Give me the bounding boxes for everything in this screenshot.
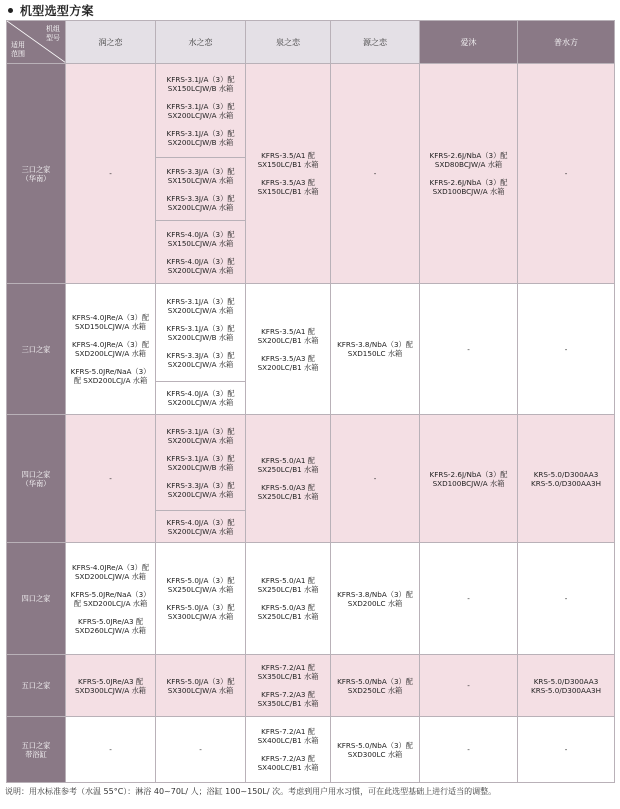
cell-pushuifang [518,543,615,655]
cell-shuizhilian [156,284,246,382]
corner-top-line1: 机组 [46,25,60,33]
model-config: KRS-5.0/D300AA3 KRS-5.0/D300AA3H [531,676,601,695]
model-config: - [467,344,470,354]
corner-top-label [46,25,60,43]
model-config: KFRS-5.0J/A（3）配 SX300LCJW/A 水箱 [166,603,235,621]
table-body [7,64,615,783]
corner-top-line2: 型号 [46,34,60,42]
model-config: - [109,745,112,754]
model-config: - [467,594,470,603]
model-config: - [564,344,568,354]
cell-quanzhilian [246,717,331,783]
cell-yuanzhilian [331,543,420,655]
model-config: KFRS-5.0/A3 配 SX250LC/B1 水箱 [257,483,319,501]
model-config: KFRS-7.2/A1 配 SX400LC/B1 水箱 [257,727,319,745]
model-config: KFRS-7.2/A1 配 SX350LC/B1 水箱 [257,663,319,681]
table-row [7,717,615,783]
row-header: 四口之家 （华南） [7,415,66,543]
model-config: KFRS-2.6J/NbA（3）配 SXD100BCJW/A 水箱 [429,178,508,196]
column-header-yuanzhilian: 源之恋 [331,21,420,64]
table-row [7,64,615,158]
table-header-row [7,21,615,64]
model-config: KFRS-3.1J/A（3）配 SX200LCJW/B 水箱 [166,323,235,342]
model-config: KFRS-4.0J/A（3）配 SX200LCJW/A 水箱 [166,256,235,275]
model-config: - [109,169,112,178]
corner-bottom-line1: 适用 [11,41,25,49]
model-config: KFRS-3.1J/A（3）配 SX150LCJW/B 水箱 [166,74,235,93]
cell-shuizhilian [156,415,246,511]
cell-shuizhilian [156,158,246,221]
model-config: KFRS-3.8/NbA（3）配 SXD200LC 水箱 [337,589,413,608]
cell-shuizhilian [156,543,246,655]
model-config: - [199,745,202,754]
bullet-icon [8,8,13,13]
model-config: KFRS-2.6J/NbA（3）配 SXD100BCJW/A 水箱 [429,469,508,488]
model-config: - [564,745,568,754]
cell-yuanzhilian [331,64,420,284]
model-config: KFRS-3.3J/A（3）配 SX200LCJW/A 水箱 [166,480,235,499]
model-config: KFRS-3.3J/A（3）配 SX200LCJW/A 水箱 [166,350,235,369]
section-title-text: 机型选型方案 [20,3,94,18]
cell-aimu [420,543,518,655]
cell-yuanzhilian [331,415,420,543]
table-row [7,655,615,717]
table-row [7,284,615,382]
column-header-quanzhilian: 泉之恋 [246,21,331,64]
column-header-aimu: 爱沐 [420,21,518,64]
model-config: KFRS-4.0J/A（3）配 SX200LCJW/A 水箱 [166,389,235,407]
cell-shuizhilian [156,655,246,717]
cell-aimu [420,717,518,783]
row-header: 三口之家 （华南） [7,64,66,284]
row-header: 三口之家 [7,284,66,415]
model-config: KFRS-3.1J/A（3）配 SX200LCJW/A 水箱 [166,426,235,445]
model-config: - [373,474,377,483]
corner-header [7,21,66,64]
column-header-pushuifang: 普水方 [518,21,615,64]
model-config: - [467,681,470,690]
cell-pushuifang [518,655,615,717]
model-config: KFRS-3.5/A1 配 SX150LC/B1 水箱 [257,151,319,169]
model-config: KFRS-5.0/NbA（3）配 SXD300LC 水箱 [337,740,413,759]
column-header-runzhilian: 润之恋 [66,21,156,64]
cell-quanzhilian [246,284,331,415]
model-config: KFRS-5.0J/A（3）配 SX250LCJW/A 水箱 [166,576,235,594]
corner-bottom-line2: 范围 [11,50,25,58]
corner-bottom-label [11,41,25,59]
model-config: KFRS-3.3J/A（3）配 SX150LCJW/A 水箱 [166,166,235,185]
cell-quanzhilian [246,655,331,717]
model-config: KFRS-5.0/A1 配 SX250LC/B1 水箱 [257,576,319,594]
cell-shuizhilian [156,382,246,415]
model-config: KFRS-3.5/A3 配 SX150LC/B1 水箱 [257,178,319,196]
cell-aimu [420,655,518,717]
cell-aimu [420,64,518,284]
cell-runzhilian [66,543,156,655]
model-config: - [564,594,568,603]
cell-shuizhilian [156,64,246,158]
cell-pushuifang [518,64,615,284]
model-config: KFRS-7.2/A3 配 SX350LC/B1 水箱 [257,690,319,708]
model-config: KFRS-5.0/A3 配 SX250LC/B1 水箱 [257,603,319,621]
cell-yuanzhilian [331,284,420,415]
model-config: KFRS-4.0J/A（3）配 SX150LCJW/A 水箱 [166,229,235,248]
cell-aimu [420,415,518,543]
model-config: KFRS-5.0JRe/A3 配 SXD300LCJW/A 水箱 [75,676,146,695]
model-config: - [109,474,112,483]
cell-aimu [420,284,518,415]
model-config: KFRS-5.0J/A（3）配 SX300LCJW/A 水箱 [166,676,235,695]
model-config: KFRS-3.8/NbA（3）配 SXD150LC 水箱 [337,340,413,358]
model-config: KFRS-5.0/NbA（3）配 SXD250LC 水箱 [337,676,413,695]
model-config: KFRS-3.3J/A（3）配 SX200LCJW/A 水箱 [166,193,235,212]
model-config: KRS-5.0/D300AA3 KRS-5.0/D300AA3H [531,469,601,488]
cell-shuizhilian [156,511,246,543]
cell-yuanzhilian [331,717,420,783]
cell-quanzhilian [246,64,331,284]
cell-runzhilian [66,64,156,284]
model-config: - [564,169,568,178]
table-row [7,543,615,655]
cell-runzhilian [66,655,156,717]
cell-shuizhilian [156,221,246,284]
model-config: KFRS-4.0J/A（3）配 SX200LCJW/A 水箱 [166,517,235,536]
model-config: KFRS-4.0JRe/A（3）配 SXD200LCJW/A 水箱 [71,340,150,358]
model-config: KFRS-3.1J/A（3）配 SX200LCJW/A 水箱 [166,101,235,120]
model-config: - [467,745,470,754]
row-header: 五口之家 [7,655,66,717]
column-header-shuizhilian: 水之恋 [156,21,246,64]
model-config: KFRS-3.1J/A（3）配 SX200LCJW/B 水箱 [166,128,235,147]
model-config: KFRS-5.0JRe/A3 配 SXD260LCJW/A 水箱 [75,616,146,635]
table-row [7,415,615,511]
model-config: KFRS-3.5/A3 配 SX200LC/B1 水箱 [257,353,319,372]
model-config: KFRS-3.1J/A（3）配 SX200LCJW/A 水箱 [166,296,235,315]
cell-quanzhilian [246,415,331,543]
cell-pushuifang [518,717,615,783]
footnote: 说明：用水标准参考（水温 55°C）：淋浴 40~70L/ 人；浴缸 100~150L/ 次。考虑到用户用水习惯，可在此选型基础上进行适当的调整。 [5,787,497,796]
model-config: KFRS-3.5/A1 配 SX200LC/B1 水箱 [257,326,319,345]
cell-runzhilian [66,284,156,415]
section-title [4,2,94,18]
selection-table [6,20,615,783]
model-config: KFRS-2.6J/NbA（3）配 SXD80BCJW/A 水箱 [429,151,508,169]
cell-yuanzhilian [331,655,420,717]
cell-runzhilian [66,717,156,783]
model-config: KFRS-7.2/A3 配 SX400LC/B1 水箱 [257,754,319,772]
model-config: KFRS-4.0JRe/A（3）配 SXD150LCJW/A 水箱 [71,313,150,331]
model-config: - [373,169,377,178]
cell-pushuifang [518,284,615,415]
model-config: KFRS-5.0JRe/NaA（3） 配 SXD200LCJ/A 水箱 [70,367,151,385]
cell-pushuifang [518,415,615,543]
model-config: KFRS-3.1J/A（3）配 SX200LCJW/B 水箱 [166,453,235,472]
row-header: 四口之家 [7,543,66,655]
row-header: 五口之家 带浴缸 [7,717,66,783]
model-config: KFRS-4.0JRe/A（3）配 SXD200LCJW/A 水箱 [71,562,150,581]
cell-quanzhilian [246,543,331,655]
model-config: KFRS-5.0JRe/NaA（3） 配 SXD200LCJ/A 水箱 [70,589,151,608]
model-config: KFRS-5.0/A1 配 SX250LC/B1 水箱 [257,456,319,474]
cell-runzhilian [66,415,156,543]
cell-shuizhilian [156,717,246,783]
